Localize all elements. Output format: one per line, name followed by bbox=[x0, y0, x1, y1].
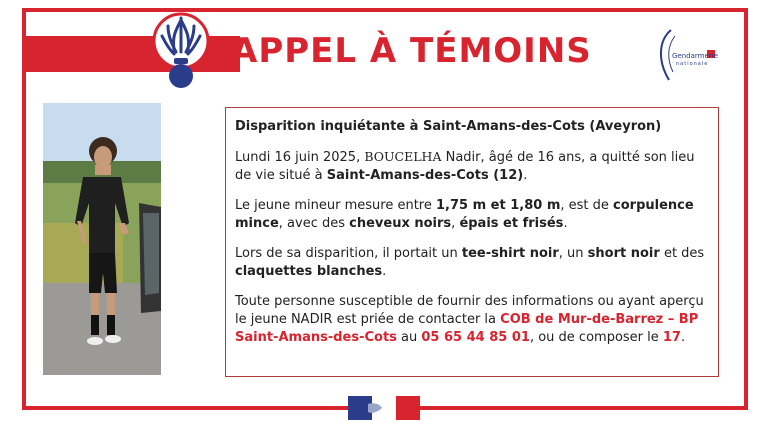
logo-name: Gendarmerie bbox=[672, 52, 718, 60]
contact-unit: COB de Mur-de-Barrez – BP Saint-Amans-des-Cots bbox=[235, 312, 699, 345]
notice-box bbox=[225, 107, 719, 377]
marianne-logo bbox=[348, 396, 420, 420]
emergency-number: 17 bbox=[662, 330, 681, 345]
grenade-icon bbox=[152, 12, 210, 94]
paragraph-description: Le jeune mineur mesure entre 1,75 m et 1,80 m, est de corpulence mince, avec des cheveux noirs, épais et frisés. bbox=[235, 198, 694, 231]
paragraph-clothing: Lors de sa disparition, il portait un tee-shirt noir, un short noir et des claquettes blanches. bbox=[235, 246, 705, 279]
paragraph-circumstances: Lundi 16 juin 2025, BOUCELHA Nadir, âgé de 16 ans, a quitté son lieu de vie situé à Saint-Amans-des-Cots (12). bbox=[235, 149, 695, 183]
missing-person-photo bbox=[43, 103, 161, 375]
notice-heading: Disparition inquiétante à Saint-Amans-des-Cots (Aveyron) bbox=[235, 119, 662, 134]
phone-number: 05 65 44 85 01 bbox=[421, 330, 530, 345]
logo-subtitle: nationale bbox=[676, 61, 709, 67]
paragraph-contact: Toute personne susceptible de fournir des informations ou ayant aperçu le jeune NADIR est priée de contacter la COB de Mur-de-Barrez – BP Saint-Amans-des-Cots au 05 65 44 85 01, ou de composer le 17. bbox=[235, 294, 704, 345]
surname: BOUCELHA bbox=[364, 149, 442, 164]
page-title: APPEL À TÉMOINS bbox=[231, 31, 592, 71]
location: Saint-Amans-des-Cots (12) bbox=[326, 168, 524, 183]
